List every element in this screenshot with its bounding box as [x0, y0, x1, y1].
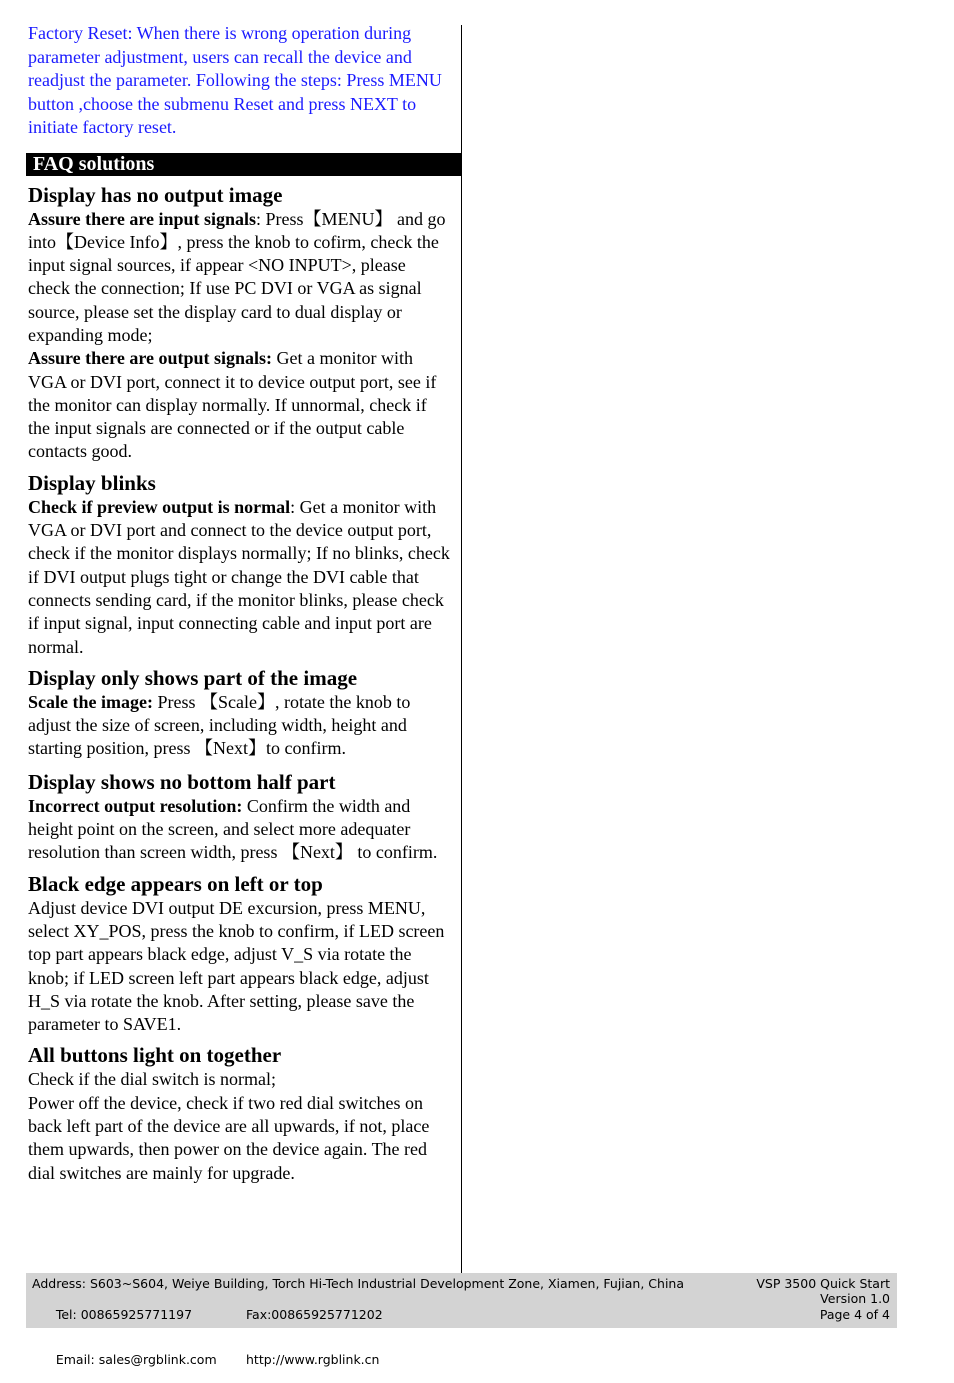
faq-heading: Display shows no bottom half part: [28, 769, 336, 794]
faq-paragraph-lead: Incorrect output resolution:: [28, 795, 243, 816]
footer-fax: Fax:00865925771202: [246, 1306, 383, 1322]
faq-heading: Black edge appears on left or top: [28, 871, 323, 896]
faq-paragraph-lead: Scale the image:: [28, 691, 153, 712]
faq-paragraph-lead: Assure there are input signals: [28, 208, 257, 229]
faq-paragraph: [28, 691, 452, 761]
faq-paragraph-text: Confirm the width and height point on the screen, and select more adequater resolution than screen width, press 【Next】 to confirm.: [28, 795, 438, 863]
footer-doc-title: VSP 3500 Quick Start: [756, 1276, 890, 1291]
faq-no-output-image: [26, 182, 452, 464]
factory-reset-intro: Factory Reset: When there is wrong operation during parameter adjustment, users can recall the device and readjust the parameter. Following the steps: Press MENU button ,choose the submenu Reset and press NEXT to initiate factory reset.: [28, 23, 442, 137]
footer-page-number: Page 4 of 4: [819, 1306, 890, 1322]
faq-paragraph-lead: Check if preview output is normal: [28, 496, 291, 517]
faq-heading: Display only shows part of the image: [28, 665, 358, 690]
faq-paragraph: [28, 795, 452, 865]
faq-paragraph: [28, 208, 452, 348]
main-column: [26, 22, 462, 1185]
faq-paragraph-text: Adjust device DVI output DE excursion, press MENU, select XY_POS, press the knob to confirm, if LED screen top part appears black edge, adjust V_S via rotate the knob; if LED screen left part appears black edge, adjust H_S via rotate the knob. After setting, please save the parameter to SAVE1.: [28, 897, 445, 1035]
faq-paragraph-text: Press 【Scale】, rotate the knob to adjust the size of screen, including width, height and starting position, press 【Next】to confirm.: [28, 691, 411, 759]
faq-paragraph-text: Power off the device, check if two red dial switches on back left part of the device are all upwards, if not, place them upwards, then power on the device again. The red dial switches are mainly for upgrade.: [28, 1092, 430, 1183]
footer-email: Email: sales@rgblink.com: [55, 1352, 217, 1368]
faq-paragraph: [28, 496, 452, 659]
faq-paragraph: [28, 1092, 452, 1185]
faq-paragraph-text: Get a monitor with VGA or DVI port, connect it to device output port, see if the monitor can display normally. If unnormal, check if the input signals are connected or if the output cable contacts good.: [28, 348, 437, 462]
footer-phone-row: [32, 1291, 684, 1337]
faq-paragraph: [28, 347, 452, 463]
faq-black-edge: [26, 871, 452, 1037]
footer-doc-info: [756, 1276, 890, 1322]
footer-address: Address: S603~S604, Weiye Building, Torch Hi-Tech Industrial Development Zone, Xiamen, Fujian, China: [32, 1276, 685, 1291]
faq-all-buttons-light: [26, 1042, 452, 1184]
faq-heading: Display has no output image: [28, 182, 283, 207]
footer-contact: [32, 1276, 684, 1383]
faq-partial-image: [26, 665, 452, 761]
footer-web-row: [32, 1337, 684, 1383]
column-divider: [461, 25, 462, 1273]
footer-tel: Tel: 00865925771197: [55, 1306, 193, 1322]
faq-paragraph-text: Check if the dial switch is normal;: [28, 1069, 276, 1090]
footer-website: http://www.rgblink.cn: [246, 1352, 380, 1368]
faq-display-blinks: [26, 470, 452, 659]
faq-paragraph: [28, 897, 452, 1037]
faq-paragraph-text: : Press【MENU】 and go into【Device Info】, press the knob to cofirm, check the input signal sources, if appear <NO INPUT>, please check the connection; If use PC DVI or VGA as signal source, please set the display card to dual display or expanding mode;: [28, 208, 446, 345]
faq-paragraph-text: : Get a monitor with VGA or DVI port and connect to the device output port, check if the monitor displays normally; If no blinks, check if DVI output plugs tight or change the DVI cable that connects sending card, if the monitor blinks, please check if input signal, input connecting cable and input port are normal.: [28, 496, 450, 657]
footer-version: Version 1.0: [820, 1291, 890, 1307]
faq-paragraph-lead: Assure there are output signals:: [28, 348, 273, 369]
faq-section-header: FAQ solutions: [26, 153, 462, 176]
faq-paragraph: [28, 1068, 452, 1091]
faq-heading: Display blinks: [28, 470, 156, 495]
faq-no-bottom-half: [26, 769, 452, 865]
page-footer: [26, 1273, 897, 1368]
faq-heading: All buttons light on together: [28, 1043, 282, 1068]
